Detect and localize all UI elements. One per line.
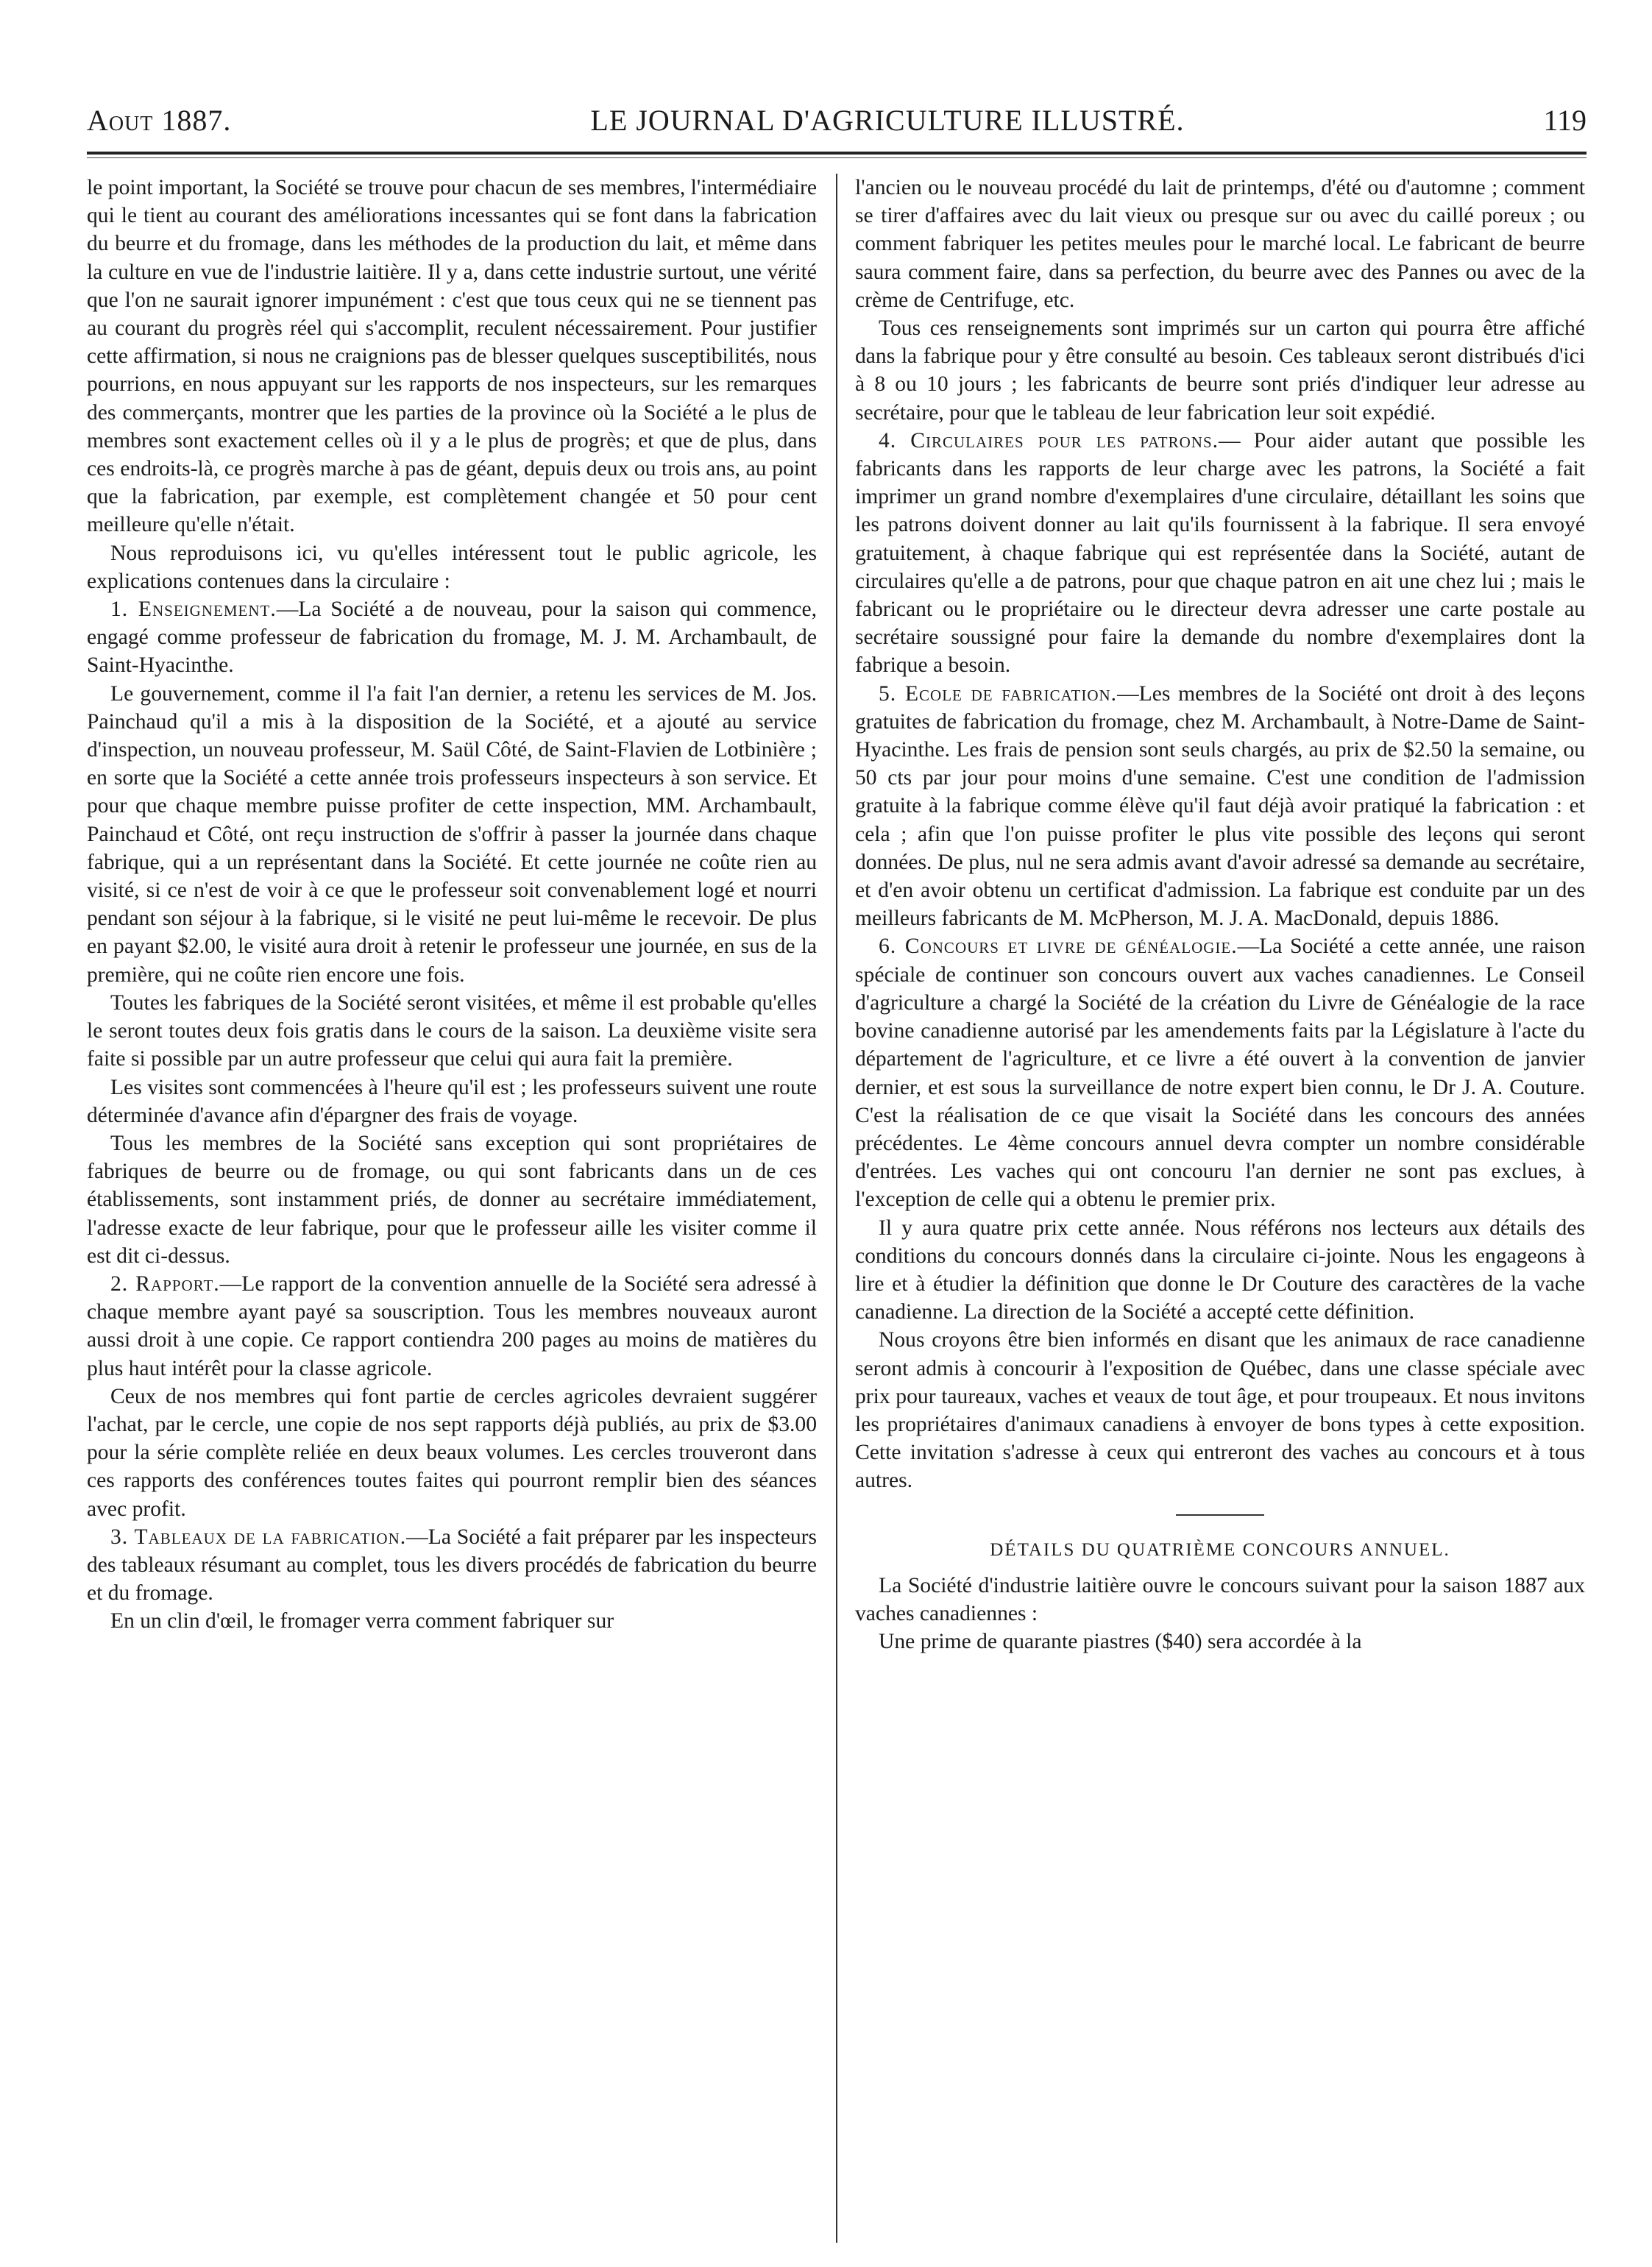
page-number: 119 xyxy=(1543,104,1587,137)
paragraph: La Société d'industrie laitière ouvre le concours suivant pour la saison 1887 aux vaches canadiennes : xyxy=(855,1573,1585,1625)
paragraph: Le gouvernement, comme il l'a fait l'an dernier, a retenu les services de M. Jos. Painchaud qu'il a mis à la disposition de la Société, et a ajouté au service d'inspection, un nouveau professeur, M. Saül Côté, de Saint-Flavien de Lotbinière ; en sorte que la Société a cette année trois professeurs inspecteurs à son service. Et pour que chaque membre puisse profiter de cette inspection, MM. Archambault, Painchaud et Côté, ont reçu instruction de s'offrir à passer la journée dans chaque fabrique, qui a un représentant dans la Société. Et cette journée ne coûte rien au visité, si ce n'est de voir à ce que le professeur soit convenablement logé et nourri pendant son séjour à la fabrique, si le visité ne peut lui-même le recevoir. De plus en payant $2.00, le visité aura droit à retenir le professeur une journée, en sus de la première, qui ne coûte rien encore une fois. xyxy=(87,681,817,987)
section-divider xyxy=(1176,1514,1264,1516)
section-paragraph: 6. Concours et livre de généalogie.—La Société a cette année, une raison spéciale de continuer son concours ouvert aux vaches canadiennes. Le Conseil d'agriculture a chargé la Société de la création du Livre de Généalogie de la race bovine canadienne autorisé par les amendements faits par la Législature à l'acte du département de l'agriculture, et ce livre a été ouvert à la convention de janvier dernier, et est sous la surveillance de notre expert bien connu, le Dr J. A. Couture. C'est la réalisation de ce que visait la Société dans les concours des années précédentes. Le 4ème concours annuel devra compter un nombre considérable d'entrées. Les vaches qui ont concouru l'an dernier ne sont pas exclues, à l'exception de celle qui a obtenu le premier prix. xyxy=(855,934,1585,1212)
header-rule xyxy=(87,152,1587,155)
section-paragraph: 4. Circulaires pour les patrons.— Pour aider autant que possible les fabricants dans les rapports de leur charge avec les patrons, la Société a fait imprimer un grand nombre d'exemplaires d'une circulaire, détaillant les soins que les patrons doivent donner au lait qu'ils fournissent à la fabrique. Il sera envoyé gratuitement, à chaque fabrique qui est représentée dans la Société, autant de circulaires qu'elle a de patrons, pour que chaque patron en ait une chez lui ; mais le fabricant ou le propriétaire ou le directeur devra adresser une carte postale au secrétaire soussigné pour faire la demande du nombre d'exemplaires dont la fabrique a besoin. xyxy=(855,428,1585,678)
section-heading: 4. Circulaires pour les patrons. xyxy=(879,428,1219,453)
paragraph: Tous ces renseignements sont imprimés sur un carton qui pourra être affiché dans la fabrique pour y être consulté au besoin. Ces tableaux seront distribués d'ici à 8 ou 10 jours ; les fabricants de beurre sont priés d'indiquer leur adresse au secrétaire, pour que le tableau de leur fabrication leur soit expédié. xyxy=(855,316,1585,425)
paragraph: Toutes les fabriques de la Société seront visitées, et même il est probable qu'elles le seront toutes deux fois gratis dans le cours de la saison. La deuxième visite sera faite si possible par un autre professeur que celui qui aura fait la première. xyxy=(87,990,817,1071)
paragraph: le point important, la Société se trouve pour chacun de ses membres, l'intermédiaire qui le tient au courant des améliorations incessantes qui se font dans la fabrication du beurre et du fromage, dans les méthodes de la production du lait, et même dans la culture en vue de l'industrie laitière. Il y a, dans cette industrie surtout, une vérité que l'on ne saurait ignorer impunément : c'est que tous ceux qui ne se tiennent pas au courant du progrès réel qui s'accomplit, reculent nécessairement. Pour justifier cette affirmation, si nous ne craignions pas de blesser quelques susceptibilités, nous pourrions, en nous appuyant sur les rapports de nos inspecteurs, sur les remarques des commerçants, montrer que les parties de la province où la Société a le plus de membres sont exactement celles où il y a le plus de progrès; et que de plus, dans ces endroits-là, ce progrès marche à pas de géant, depuis deux ou trois ans, au point que la fabrication, par exemple, est complètement changée et 50 pour cent meilleure qu'elle n'était. xyxy=(87,176,817,537)
header-rule-thin xyxy=(87,157,1587,158)
section-paragraph: 2. Rapport.—Le rapport de la convention annuelle de la Société sera adressé à chaque membre ayant payé sa souscription. Tous les membres nouveaux auront aussi droit à une copie. Ce rapport contiendra 200 pages au moins de matières du plus haut intérêt pour la classe agricole. xyxy=(87,1271,817,1380)
section-title: DÉTAILS DU QUATRIÈME CONCOURS ANNUEL. xyxy=(990,1539,1450,1560)
paragraph: Tous les membres de la Société sans exception qui sont propriétaires de fabriques de beurre ou de fromage, ou qui sont fabricants dans un de ces établissements, sont instamment priés, de donner au secrétaire immédiatement, l'adresse exacte de leur fabrique, pour que le professeur aille les visiter comme il est dit ci-dessus. xyxy=(87,1131,817,1268)
section-heading: 6. Concours et livre de généalogie. xyxy=(879,934,1238,959)
section-heading: 1. Enseignement. xyxy=(110,597,277,622)
right-column xyxy=(855,174,1585,2243)
section-heading: 3. Tableaux de la fabrication. xyxy=(110,1525,407,1549)
section-heading: 5. Ecole de fabrication. xyxy=(879,681,1118,706)
section-paragraph: 5. Ecole de fabrication.—Les membres de la Société ont droit à des leçons gratuites de fabrication du fromage, chez M. Archambault, à Notre-Dame de Saint-Hyacinthe. Les frais de pension sont seuls chargés, au prix de $2.50 la semaine, ou 50 cts par jour pour moins d'une semaine. C'est une condition de l'admission gratuite à la fabrique comme élève qu'il faut déjà avoir pratiqué la fabrication : et cela ; afin que l'on puisse profiter le plus vite possible des leçons qui seront données. De plus, nul ne sera admis avant d'avoir adressé sa demande au secrétaire, et d'en avoir obtenu un certificat d'admission. La fabrique est conduite par un des meilleurs fabricants de M. McPherson, M. J. A. MacDonald, depuis 1886. xyxy=(855,681,1585,931)
page-header xyxy=(87,87,1587,135)
paragraph: l'ancien ou le nouveau procédé du lait de printemps, d'été ou d'automne ; comment se tirer d'affaires avec du lait vieux ou presque sur ou avec du caillé poreux ; ou comment fabriquer les petites meules pour le marché local. Le fabricant de beurre saura comment faire, dans sa perfection, du beurre avec des Pannes ou avec de la crème de Centrifuge, etc. xyxy=(855,176,1585,312)
left-column xyxy=(87,174,817,2243)
paragraph: Il y aura quatre prix cette année. Nous référons nos lecteurs aux détails des conditions du concours donnés dans la circulaire ci-jointe. Nous les engageons à lire et à étudier la définition que donne le Dr Couture des caractères de la vache canadienne. La direction de la Société a accepté cette définition. xyxy=(855,1216,1585,1324)
header-date: Aout 1887. xyxy=(87,104,232,137)
paragraph: Nous croyons être bien informés en disant que les animaux de race canadienne seront admis à concourir à l'exposition de Québec, dans une classe spéciale avec prix pour taureaux, vaches et veaux de tout âge, et pour troupeaux. Et nous invitons les propriétaires d'animaux canadiens à envoyer de bons types à cette exposition. Cette invitation s'adresse à ceux qui entreront des vaches au concours et à tous autres. xyxy=(855,1328,1585,1493)
column-divider xyxy=(836,174,837,2243)
paragraph: Nous reproduisons ici, vu qu'elles intéressent tout le public agricole, les explications contenues dans la circulaire : xyxy=(87,541,817,593)
paragraph: Ceux de nos membres qui font partie de cercles agricoles devraient suggérer l'achat, par le cercle, une copie de nos sept rapports déjà publiés, au prix de $3.00 pour la série complète reliée en deux beaux volumes. Les cercles trouveront dans ces rapports des conférences toutes faites qui pourront remplir bien des séances avec profit. xyxy=(87,1384,817,1521)
section-paragraph: 1. Enseignement.—La Société a de nouveau, pour la saison qui commence, engagé comme professeur de fabrication du fromage, M. J. M. Archambault, de Saint-Hyacinthe. xyxy=(87,597,817,678)
paragraph: Une prime de quarante piastres ($40) sera accordée à la xyxy=(879,1630,1362,1654)
section-paragraph: 3. Tableaux de la fabrication.—La Société a fait préparer par les inspecteurs des tableaux résumant au complet, tous les divers procédés de fabrication du beurre et du fromage. xyxy=(87,1525,817,1606)
journal-title: LE JOURNAL D'AGRICULTURE ILLUSTRÉ. xyxy=(590,104,1185,137)
section-heading: 2. Rapport. xyxy=(110,1271,220,1296)
paragraph: En un clin d'œil, le fromager verra comment fabriquer sur xyxy=(110,1609,614,1633)
paragraph: Les visites sont commencées à l'heure qu'il est ; les professeurs suivent une route déterminée d'avance afin d'épargner des frais de voyage. xyxy=(87,1075,817,1127)
